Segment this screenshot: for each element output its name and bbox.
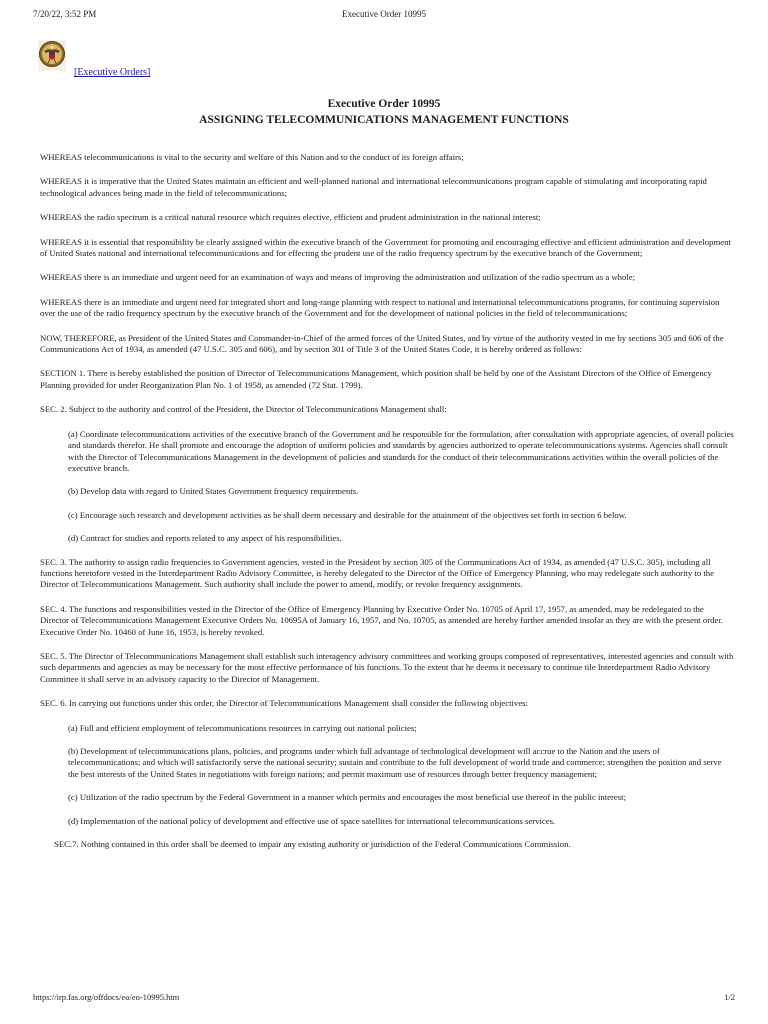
section-2-list	[68, 429, 734, 545]
section-1-paragraph: SECTION 1. There is hereby established the position of Director of Telecommunications Management, which position shall be held by one of the Assistant Directors of the Office of Emergency Planning provided for under Reorganization Plan No. 1 of 1958, as amended (72 Stat. 1799).	[40, 368, 712, 390]
link-open-bracket: [	[74, 67, 78, 78]
section-2-item: (d) Contract for studies and reports related to any aspect of his responsibilities.	[68, 533, 342, 544]
whereas-paragraph: WHEREAS there is an immediate and urgent need for an examination of ways and means of improving the administration and utilization of the radio spectrum as a whole;	[40, 272, 636, 283]
executive-orders-link-label: Executive Orders	[77, 67, 148, 78]
section-6-item: (d) Implementation of the national policy of development and effective use of space satellites for international telecommunications services.	[68, 815, 556, 826]
section-6-item: (c) Utilization of the radio spectrum by the Federal Government in a manner which permits and encourages the most beneficial use thereof in the public interest;	[68, 792, 626, 803]
now-therefore-paragraph: NOW, THEREFORE, as President of the United States and Commander-in-Chief of the armed forces of the United States, and by virtue of the authority vested in me by sections 305 and 606 of the Communications Act of 1934, as amended (47 U.S.C. 305 and 606), and by section 301 of Title 3 of the United States Code, it is hereby ordered as follows:	[40, 332, 724, 355]
presidential-seal-icon	[38, 40, 66, 71]
section-2-item: (c) Encourage such research and development activities as he shall deem necessary and desirable for the attainment of the objectives set forth in section 6 below.	[68, 509, 627, 520]
print-url: https://irp.fas.org/offdocs/eo/eo-10995.htm	[33, 992, 180, 1002]
section-6-paragraph: SEC. 6. In carrying out functions under this order, the Director of Telecommunications Management shall consider the following objectives:	[40, 698, 528, 709]
print-page-number: 1/2	[724, 992, 735, 1002]
whereas-paragraph: WHEREAS there is an immediate and urgent need for integrated short and long-range planning with respect to national and international telecommunications programs, for continuing supervision over the use of the radio frequency spectrum by the executive branch of the Government and for the development of national policies in the field of telecommunications;	[40, 296, 720, 319]
document-body	[40, 152, 734, 863]
section-4-paragraph: SEC. 4. The functions and responsibilities vested in the Director of the Office of Emergency Planning by Executive Order No. 10705 of April 17, 1957, as amended, may be redelegated to the Director of Telecommunications Management Executive Orders No. 10695A of January 16, 1957, and No. 10705, as amended are hereby further amended insofar as they are with the present order. Executive Order No. 10460 of June 16, 1953, is hereby revoked.	[40, 603, 723, 637]
section-3-paragraph: SEC. 3. The authority to assign radio frequencies to Government agencies, vested in the President by section 305 of the Communications Act of 1934, as amended (47 U.S.C. 305), including all functions heretofore vested in the Interdepartment Radio Advisory Committee, is hereby delegated to the Director of the Office of Emergency Planning, who may redelegate such authority to the Director of Telecommunications Management. Such authority shall include the power to amend, modify, or revoke frequency assignments.	[40, 556, 714, 590]
executive-orders-link[interactable]	[74, 67, 150, 78]
section-6-list	[68, 723, 734, 827]
document-heading	[0, 96, 768, 128]
section-6-item: (a) Full and efficient employment of telecommunications resources in carrying out national policies;	[68, 722, 417, 733]
document-title: Executive Order 10995	[327, 98, 441, 110]
print-footer	[33, 992, 735, 1006]
section-7-paragraph: SEC.7. Nothing contained in this order shall be deemed to impair any existing authority or jurisdiction of the Federal Communications Commission.	[54, 839, 571, 850]
whereas-paragraph: WHEREAS telecommunications is vital to the security and welfare of this Nation and to the conduct of its foreign affairs;	[40, 152, 464, 162]
section-5-paragraph: SEC. 5. The Director of Telecommunications Management shall establish such interagency advisory committees and working groups composed of representatives, interested agencies and consult with such departments and agencies as may be necessary for the most effective performance of his functions. To the extent that he deems it necessary to continue tile Interdepartment Radio Advisory Committee it shall serve in an advisory capacity to the Director of Management.	[40, 650, 734, 684]
document-subtitle: ASSIGNING TELECOMMUNICATIONS MANAGEMENT FUNCTIONS	[199, 114, 569, 126]
whereas-paragraph: WHEREAS it is essential that responsibility be clearly assigned within the executive branch of the Government for promoting and encouraging effective and efficient administration and development of United States national and international telecommunications and for effecting the prudent use of the radio frequency spectrum by the executive branch of the Government;	[40, 236, 731, 259]
print-datetime: 7/20/22, 3:52 PM	[33, 9, 97, 19]
section-2-paragraph: SEC. 2. Subject to the authority and control of the President, the Director of Telecommunications Management shall:	[40, 404, 447, 415]
section-2-item: (b) Develop data with regard to United States Government frequency requirements.	[68, 486, 359, 497]
whereas-paragraph: WHEREAS it is imperative that the United States maintain an efficient and well-planned national and international telecommunications program capable of stimulating and incorporating rapid technological advances being made in the field of telecommunications;	[40, 176, 707, 198]
whereas-paragraph: WHEREAS the radio spectrum is a critical natural resource which requires elective, efficient and prudent administration in the national interest;	[40, 212, 541, 223]
section-2-item: (a) Coordinate telecommunications activities of the executive branch of the Government and be responsible for the formulation, after consultation with appropriate agencies, of overall policies and standards therefor. He shall promote and encourage the adoption of uniform policies and standards by agencies authorized to operate telecommunications systems. Agencies shall consult with the Director of Telecommunications Management in the development of policies and standards for the conduct of their telecommunications activities within the overall policies of the executive branch.	[68, 428, 734, 473]
link-close-bracket: ]	[147, 67, 151, 78]
section-6-item: (b) Development of telecommunications plans, policies, and programs under which full advantage of technological development will accrue to the Nation and the users of telecommunications; and which will satisfactorily serve the national security; sustain and contribute to the full development of world trade and commerce; strengthen the position and serve the best interests of the United States in negotiations with foreign nations; and permit maximum use of resources through better frequency management;	[68, 746, 722, 779]
print-page-title: Executive Order 10995	[342, 9, 426, 19]
print-header	[33, 9, 735, 23]
